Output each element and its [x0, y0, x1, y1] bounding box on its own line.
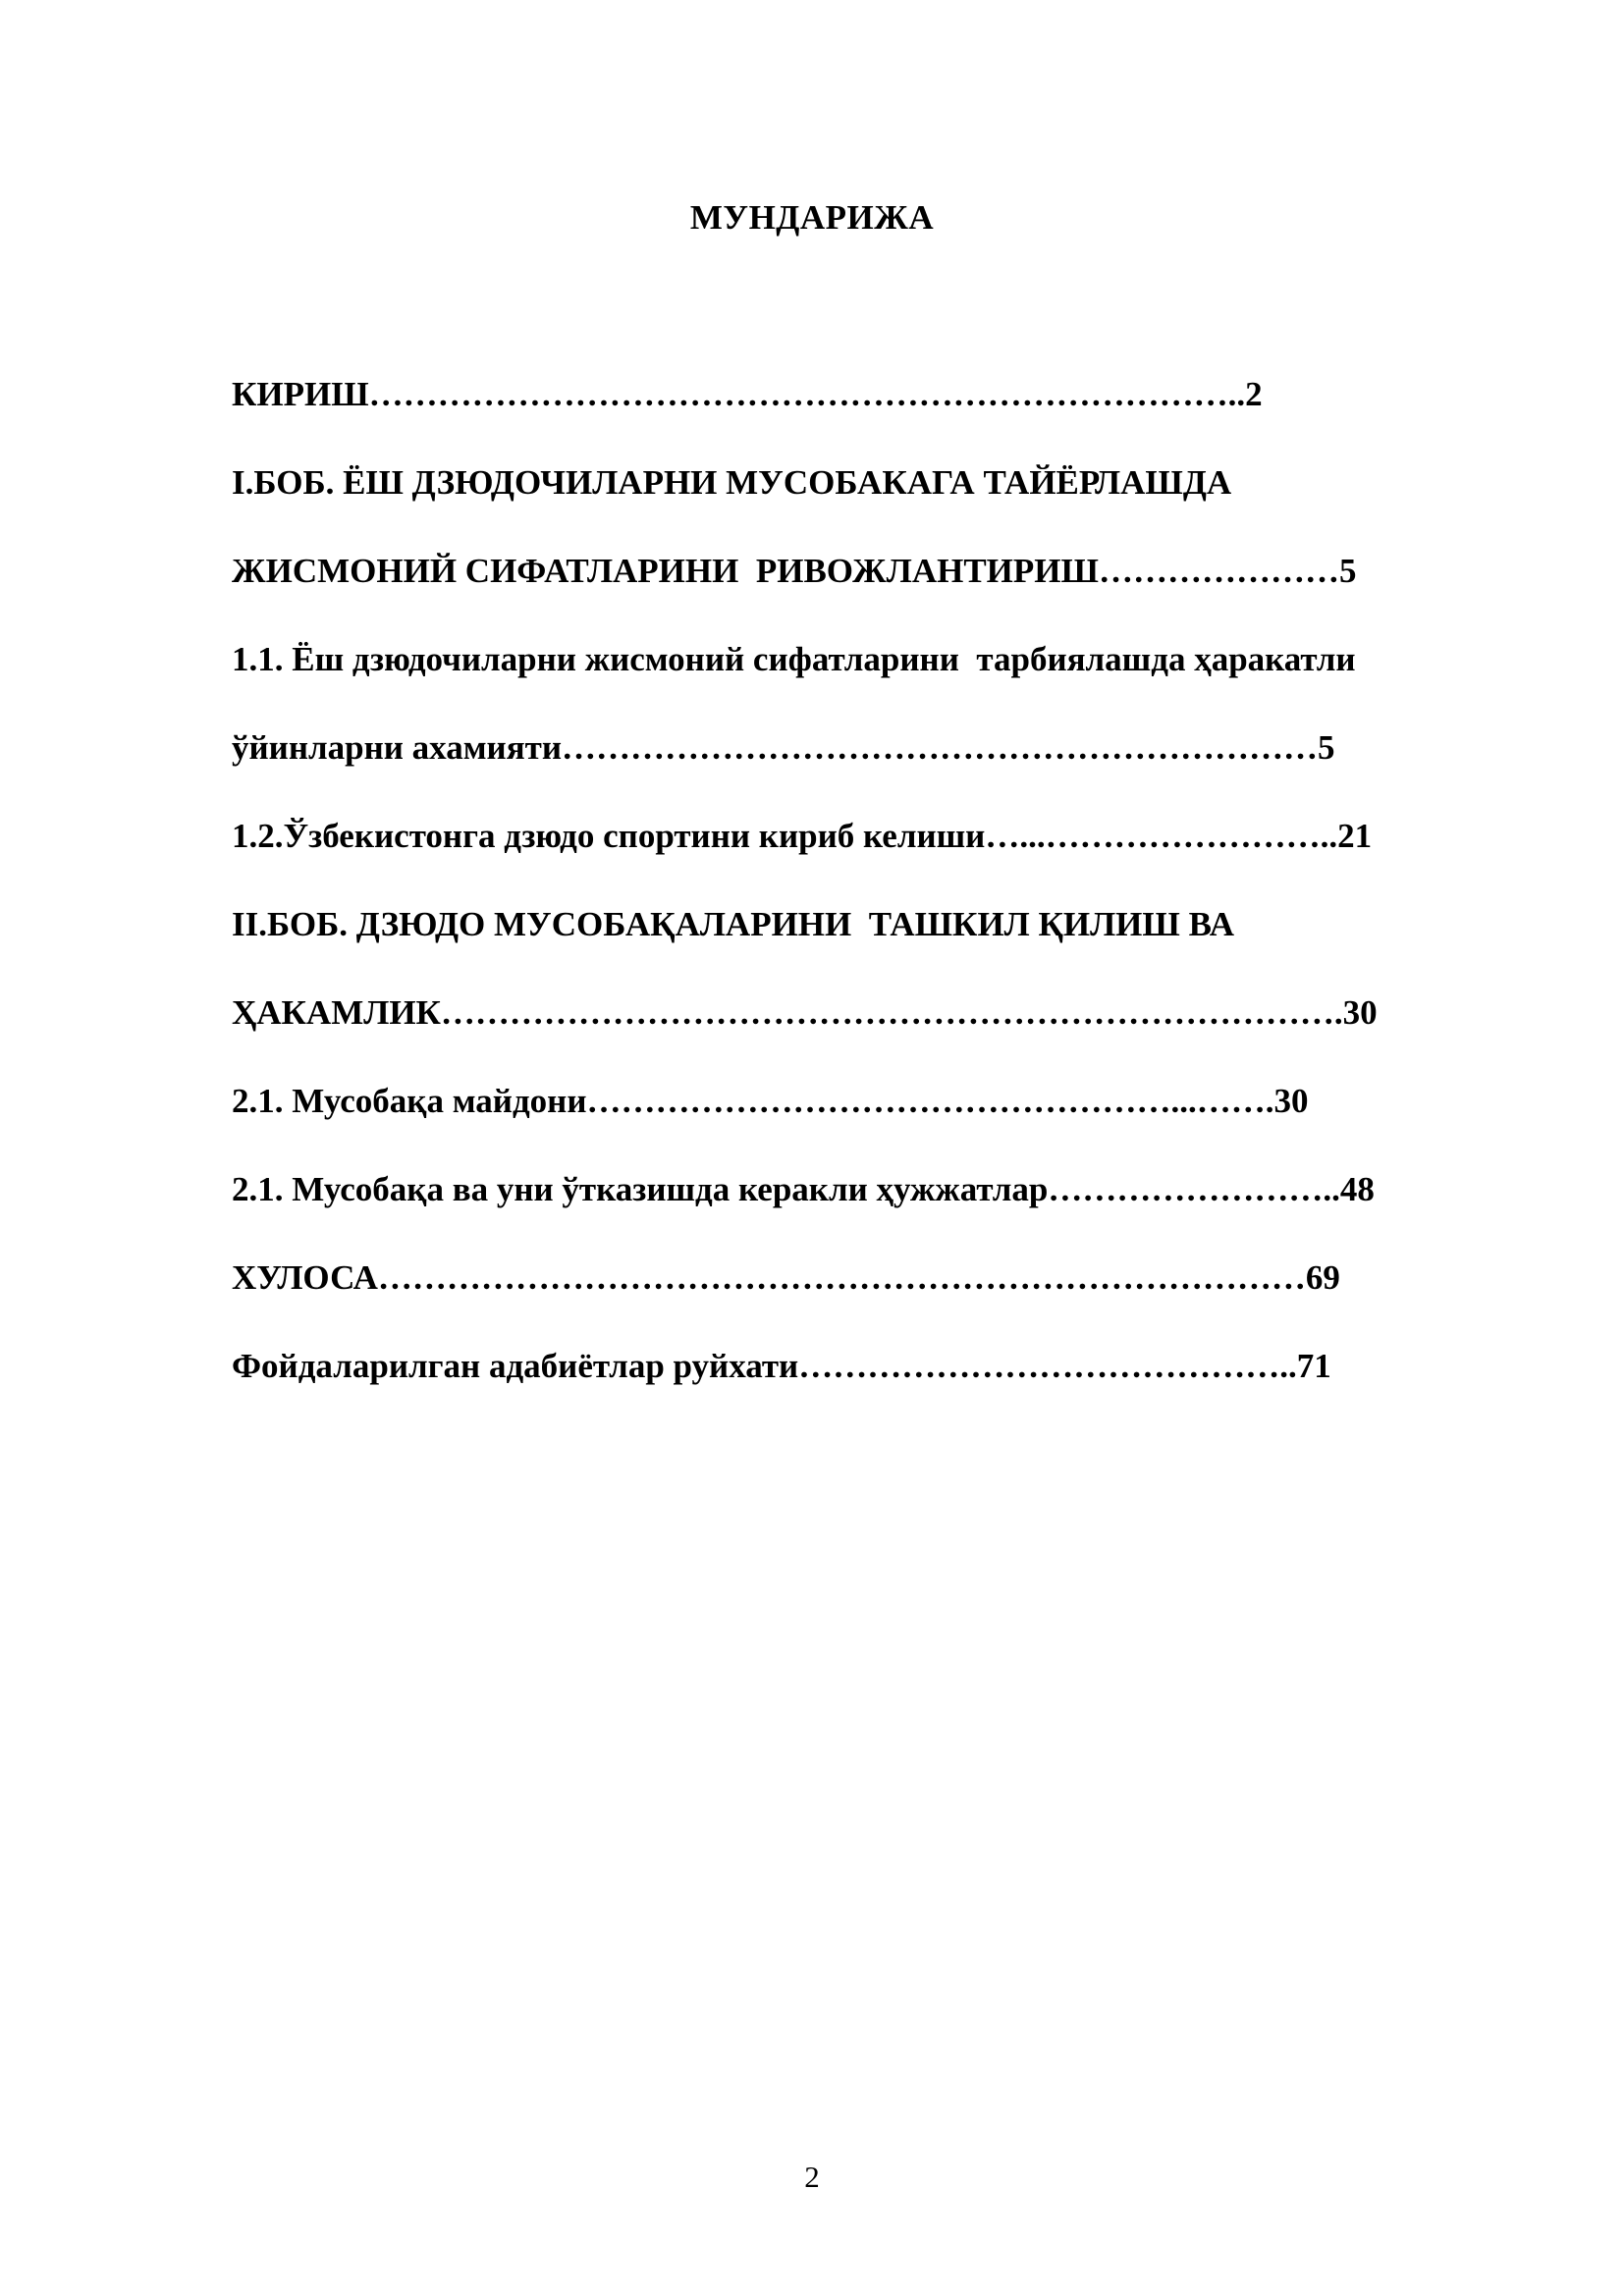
toc-entry-chapter-1-line-1: I.БОБ. ЁШ ДЗЮДОЧИЛАРНИ МУСОБАКАГА ТАЙЁРЛАШДА — [232, 463, 1232, 502]
toc-entry-section-2-1: 2.1. Мусобақа майдони……………………………………………...…….30 — [232, 1082, 1309, 1120]
toc-entry-chapter-2-line-1: II.БОБ. ДЗЮДО МУСОБАҚАЛАРИНИ ТАШКИЛ ҚИЛИШ ВА — [232, 905, 1234, 943]
toc-entry-section-2-1-documents: 2.1. Мусобақа ва уни ўтказишда керакли ҳужжатлар……………………..48 — [232, 1170, 1375, 1208]
page-title: МУНДАРИЖА — [689, 198, 935, 237]
toc-entry-section-1-1-line-1: 1.1. Ёш дзюдочиларни жисмоний сифатларини тарбиялашда ҳаракатли — [232, 640, 1356, 678]
table-of-contents — [232, 368, 1528, 1428]
toc-entry-section-1-2: 1.2.Ўзбекистонга дзюдо спортини кириб келиши…...……………………..21 — [232, 817, 1373, 855]
toc-entry-chapter-2-line-2: ҲАКАМЛИК…………………………………………………………………….30 — [232, 993, 1378, 1032]
toc-entry-chapter-1-line-2: ЖИСМОНИЙ СИФАТЛАРИНИ РИВОЖЛАНТИРИШ…………………5 — [232, 552, 1357, 590]
toc-entry-introduction: КИРИШ…………………………………………………………………..2 — [232, 375, 1263, 413]
page-number: 2 — [804, 2160, 820, 2194]
toc-entry-conclusion: ХУЛОСА………………………………………………………………………69 — [232, 1258, 1340, 1297]
toc-entry-references: Фойдаларилган адабиётлар руйхати……………………………………..71 — [232, 1347, 1331, 1385]
toc-entry-section-1-1-line-2: ўйинларни ахамияти…………………………………………………………5 — [232, 728, 1335, 767]
